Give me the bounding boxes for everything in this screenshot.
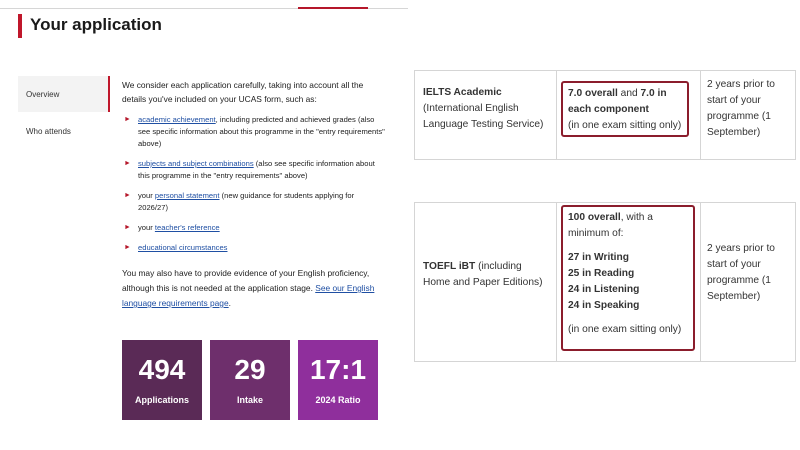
toefl-requirement-highlight (561, 205, 695, 351)
toefl-timing: 2 years prior to start of your programme (1 September) (707, 243, 775, 302)
component-listening: 24 in Listening (568, 284, 640, 295)
stat-value: 29 (234, 354, 266, 385)
stat-value: 494 (138, 354, 186, 385)
req-bold: 7.0 overall (568, 88, 618, 99)
section-title: Your application (30, 15, 162, 34)
application-content (122, 78, 386, 319)
ielts-requirement-highlight (561, 81, 689, 137)
table-row (415, 203, 795, 361)
ielts-table (414, 70, 796, 160)
heading-accent-bar (18, 14, 22, 38)
triangle-bullet-icon: ► (124, 160, 131, 167)
stat-label: Applications (134, 395, 189, 405)
bullet-text: , including predicted and achieved grades (also see specific information about this programme in the "entry requirements" above) (138, 115, 385, 148)
component-writing: 27 in Writing (568, 252, 629, 263)
req-bold: 7.0 in each component (568, 88, 667, 115)
triangle-bullet-icon: ► (124, 244, 131, 251)
bullet-text: (also see specific information about this programme in the "entry requirements" above) (138, 159, 375, 180)
list-item (122, 158, 386, 182)
stat-value: 17:1 (309, 354, 367, 385)
teachers-reference-link[interactable]: teacher's reference (154, 223, 220, 232)
english-requirements-link[interactable]: See our English language requirements page (122, 283, 375, 308)
req-note: (in one exam sitting only) (568, 120, 682, 131)
intro-text: We consider each application carefully, taking into account all the details you've included on your UCAS form, such as: (122, 80, 364, 104)
stat-ratio (298, 340, 378, 420)
nav-item-who-attends[interactable]: Who attends (26, 126, 71, 136)
bullet-prefix: your (138, 191, 155, 200)
subjects-link[interactable]: subjects and subject combinations (138, 159, 254, 168)
list-item (122, 222, 386, 234)
english-end: . (228, 298, 231, 308)
component-speaking: 24 in Speaking (568, 300, 640, 311)
table-row (415, 71, 795, 159)
toefl-requirement-cell (557, 203, 701, 361)
english-text: You may also have to provide evidence of your English proficiency, although this is not needed at the application stage. (122, 268, 370, 293)
req-mid: and (617, 88, 641, 99)
english-proficiency-text (122, 266, 386, 311)
ielts-timing: 2 years prior to start of your programme (1 September) (707, 79, 775, 138)
academic-achievement-link[interactable]: academic achievement (138, 115, 216, 124)
test-name-rest: (International English Language Testing Service) (423, 103, 544, 130)
component-reading: 25 in Reading (568, 268, 635, 279)
req-note: (in one exam sitting only) (568, 324, 682, 335)
test-name-bold: IELTS Academic (423, 87, 502, 98)
triangle-bullet-icon: ► (124, 116, 131, 123)
nav-item-overview[interactable]: Overview (18, 76, 110, 112)
stat-label: Intake (236, 395, 263, 405)
stat-label: 2024 Ratio (315, 395, 361, 405)
section-nav (18, 76, 110, 172)
toefl-table (414, 202, 796, 362)
ielts-requirement-cell (557, 71, 701, 159)
list-item (122, 242, 386, 254)
stat-intake (210, 340, 290, 420)
bullet-text: (new guidance for students applying for 2026/27) (138, 191, 355, 212)
req-bold: 100 overall (568, 212, 621, 223)
test-name-rest: (including Home and Paper Editions) (423, 261, 543, 288)
triangle-bullet-icon: ► (124, 224, 131, 231)
test-name-bold: TOEFL iBT (423, 261, 476, 272)
ielts-test-name (415, 71, 557, 159)
bullet-prefix: your (138, 223, 155, 232)
criteria-list (122, 114, 386, 254)
req-rest: , with a minimum of: (568, 212, 653, 239)
top-accent-line (298, 7, 368, 9)
triangle-bullet-icon: ► (124, 192, 131, 199)
educational-circumstances-link[interactable]: educational circumstances (138, 243, 228, 252)
list-item (122, 114, 386, 150)
list-item (122, 190, 386, 214)
stats-tiles (122, 340, 378, 420)
personal-statement-link[interactable]: personal statement (154, 191, 220, 200)
toefl-test-name (415, 203, 557, 361)
stat-applications (122, 340, 202, 420)
